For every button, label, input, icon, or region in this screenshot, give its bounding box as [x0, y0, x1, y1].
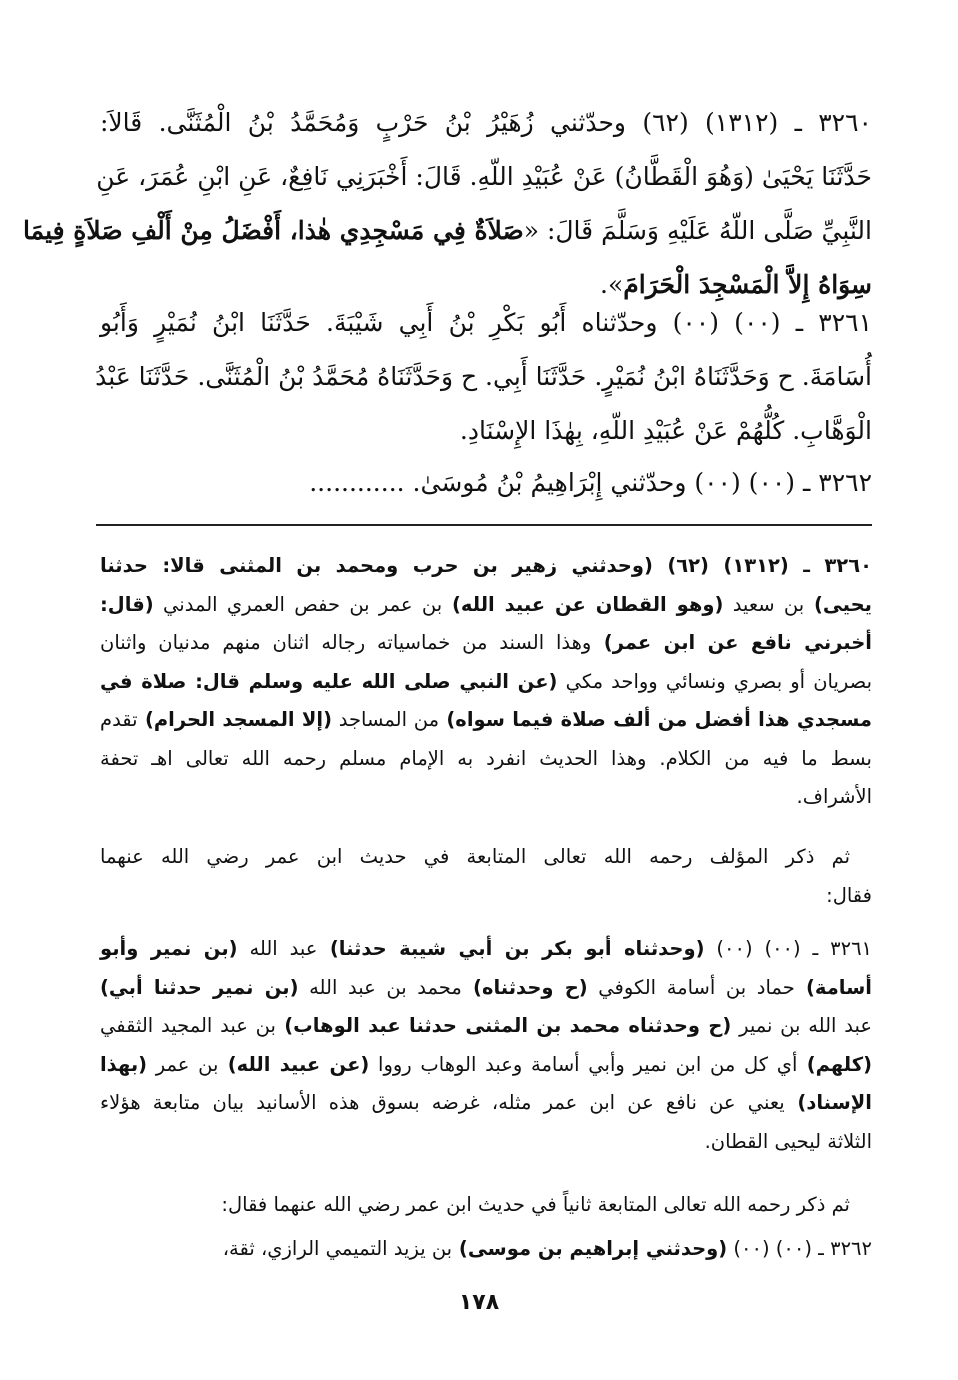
sharh-line: ٣٢٦٢ ـ (٠٠) (٠٠) (وحدثني إبراهيم بن موسى) بن يزيد التميمي الرازي، ثقة،: [222, 1237, 872, 1260]
sharh-hadith-3261: [100, 930, 872, 1161]
sharh-line: يحيى) بن سعيد (وهو القطان عن عبيد الله) بن عمر بن حفص العمري المدني (قال:: [100, 592, 872, 616]
sharh-line: فقال:: [826, 883, 872, 907]
matn-hadith-3261: [95, 296, 872, 458]
matn-line: ٣٢٦٢ ـ (٠٠) (٠٠) وحدّثني إِبْرَاهِيمُ بْنُ مُوسَىٰ. ............: [309, 468, 872, 497]
sharh-line: ٣٢٦٠ ـ (١٣١٢) (٦٢) (وحدثني زهير بن حرب ومحمد بن المثنى قالا: حدثنا: [100, 554, 872, 577]
sharh-line: عبد الله بن نمير (ح وحدثناه محمد بن المثنى حدثنا عبد الوهاب) بن عبد المجيد الثقفي: [100, 1014, 872, 1037]
sharh-line: (كلهم) أي كل من ابن نمير وأبي أسامة وعبد الوهاب رووا (عن عبيد الله) بن عمر (بهذا: [100, 1052, 873, 1076]
sharh-line: ثم ذكر رحمه الله تعالى المتابعة ثانياً في حديث ابن عمر رضي الله عنهما فقال:: [221, 1193, 850, 1216]
matn-hadith-3262: [100, 456, 872, 510]
sharh-hadith-3260: [100, 547, 872, 817]
footnote-divider: [96, 524, 872, 526]
sharh-line: أخبرني نافع عن ابن عمر) وهذا السند من خماسياته رجاله اثنان منهم مدنيان واثنان: [100, 631, 872, 654]
sharh-hadith-3262: [100, 1230, 872, 1269]
sharh-line: الثلاثة ليحيى القطان.: [704, 1129, 872, 1153]
matn-line: أُسَامَةَ. ح وَحَدَّثَنَاهُ ابْنُ نُمَيْرٍ. حَدَّثَنَا أَبِي. ح وَحَدَّثَنَاهُ مُحَمَّدُ بْنُ الْمُثَنَّى. حَدَّثَنَا عَبْدُ: [95, 362, 872, 391]
page-number: ١٧٨: [458, 1290, 500, 1315]
sharh-line: بسط ما فيه من الكلام. وهذا الحديث انفرد به الإمام مسلم رحمه الله تعالى اهـ تحفة: [100, 746, 872, 770]
sharh-line: بصريان أو بصري ونسائي وواحد مكي (عن النبي صلى الله عليه وسلم قال: صلاة في: [100, 669, 872, 693]
matn-line: النَّبِيِّ صَلَّى اللّهُ عَلَيْهِ وَسَلَّمَ قَالَ: «صَلاَةٌ فِي مَسْجِدِي هٰذا، أَفْضَلُ مِنْ أَلْفِ صَلاَةٍ فِيمَا: [23, 216, 872, 245]
matn-line: سِوَاهُ إِلاَّ الْمَسْجِدَ الْحَرَامَ».: [600, 270, 872, 299]
sharh-line: الأشراف.: [796, 785, 872, 808]
sharh-line: الإسناد) يعني عن نافع عن ابن عمر مثله، غرضه بسوق هذه الأسانيد بيان متابعة هؤلاء: [100, 1091, 872, 1114]
matn-line: ٣٢٦٠ ـ (١٣١٢) (٦٢) وحدّثني زُهَيْرُ بْنُ حَرْبٍ وَمُحَمَّدُ بْنُ الْمُثَنَّى. قَالاَ:: [100, 108, 872, 137]
sharh-line: مسجدي هذا أفضل من ألف صلاة فيما سواه) من المساجد (إلا المسجد الحرام) تقدم: [100, 708, 872, 731]
matn-line: ٣٢٦١ ـ (٠٠) (٠٠) وحدّثناه أَبُو بَكْرِ بْنُ أَبِي شَيْبَةَ. حَدَّثَنَا ابْنُ نُمَيْرٍ وَأَبُو: [100, 308, 872, 337]
sharh-intro-mutabaa: [100, 838, 872, 915]
sharh-line: أسامة) حماد بن أسامة الكوفي (ح وحدثناه) محمد بن عبد الله (بن نمير حدثنا أبي): [100, 975, 872, 999]
sharh-line: ثم ذكر المؤلف رحمه الله تعالى المتابعة في حديث ابن عمر رضي الله عنهما: [100, 845, 850, 868]
matn-line: الْوَهَّابِ. كُلُّهُمْ عَنْ عُبَيْدِ اللّهِ، بِهٰذَا الإِسْنَادِ.: [459, 416, 872, 445]
sharh-line: ٣٢٦١ ـ (٠٠) (٠٠) (وحدثناه أبو بكر بن أبي شيبة حدثنا) عبد الله (بن نمير وأبو: [100, 937, 873, 960]
matn-line: حَدَّثَنَا يَحْيَىٰ (وَهُوَ الْقَطَّانُ) عَنْ عُبَيْدِ اللّهِ. قَالَ: أَخْبَرَنِي نَافِعٌ، عَنِ ابْنِ عُمَرَ، عَنِ: [96, 162, 872, 191]
sharh-intro-mutabaa-2: [100, 1186, 872, 1225]
matn-hadith-3260: [23, 96, 872, 312]
